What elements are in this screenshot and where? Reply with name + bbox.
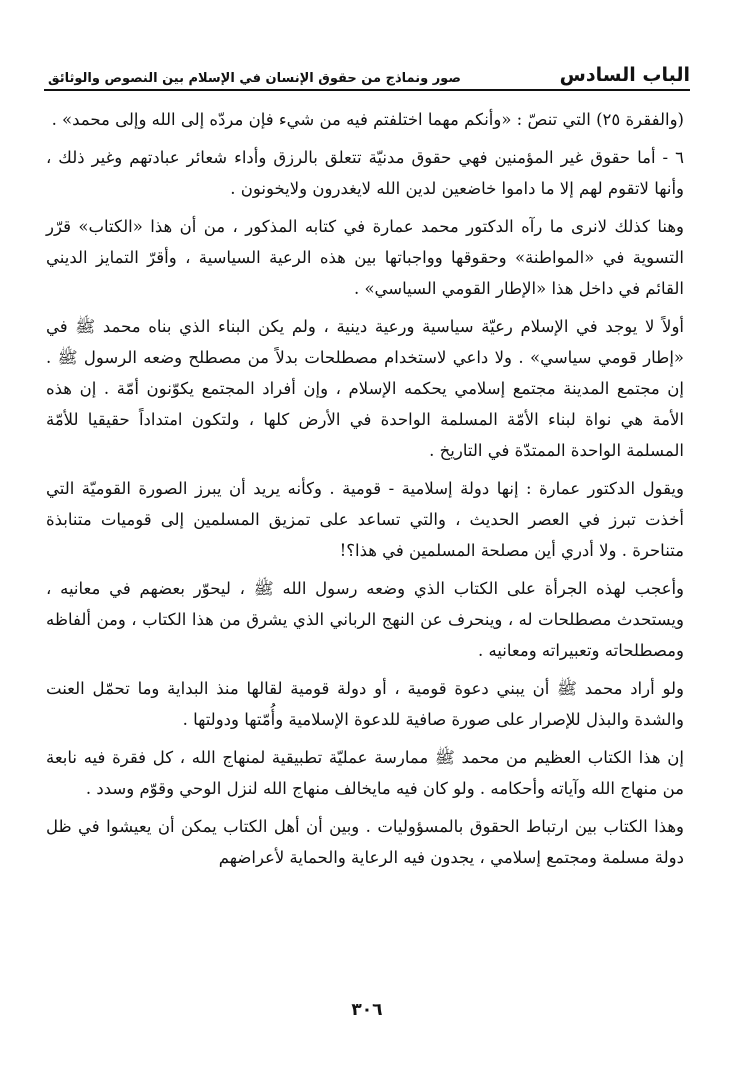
paragraph-6: وأعجب لهذه الجرأة على الكتاب الذي وضعه رسول الله ﷺ ، ليحوّر بعضهم في معانيه ، ويستحدث مصطلحات له ، وينحرف عن النهج الرباني الذي يشرق من هذا الكتاب ، ومن ألفاظه ومصطلحاته وتعبيراته ومعانيه . bbox=[46, 579, 684, 660]
paragraph-3: وهنا كذلك لانرى ما رآه الدكتور محمد عمارة في كتابه المذكور ، من أن هذا «الكتاب» قرّر التسوية في «المواطنة» وحقوقها وواجباتها بين هذه الرعية السياسية ، وأقرّ التمايز الديني القائم في داخل هذا «الإطار القومي السياسي» . bbox=[46, 217, 684, 298]
running-header bbox=[48, 52, 690, 86]
paragraph-9: وهذا الكتاب بين ارتباط الحقوق بالمسؤوليات . وبين أن أهل الكتاب يمكن أن يعيشوا في ظل دولة مسلمة ومجتمع إسلامي ، يجدون فيه الرعاية والحماية لأعراضهم bbox=[46, 817, 684, 867]
body-text bbox=[46, 104, 684, 880]
book-section-title: صور ونماذج من حقوق الإنسان في الإسلام بين النصوص والوثائق bbox=[48, 71, 461, 86]
page-number: ٣٠٦ bbox=[351, 1000, 383, 1020]
paragraph-1: (والفقرة ٢٥) التي تنصّ : «وأنكم مهما اختلفتم فيه من شيء فإن مردّه إلى الله وإلى محمد» . bbox=[51, 110, 684, 129]
header-divider bbox=[44, 89, 690, 91]
paragraph-5: ويقول الدكتور عمارة : إنها دولة إسلامية - قومية . وكأنه يريد أن يبرز الصورة القوميّة التي أخذت تبرز في العصر الحديث ، والتي تساعد على تمزيق المسلمين إلى قوميات متنابذة متناحرة . ولا أدري أين مصلحة المسلمين في هذا؟! bbox=[46, 479, 684, 560]
paragraph-2: ٦ - أما حقوق غير المؤمنين فهي حقوق مدنيّة تتعلق بالرزق وأداء شعائر عبادتهم وغير ذلك ، وأنها لاتقوم لهم إلا ما داموا خاضعين لدين الله لايغدرون ولايخونون . bbox=[46, 148, 684, 198]
paragraph-7: ولو أراد محمد ﷺ أن يبني دعوة قومية ، أو دولة قومية لقالها منذ البداية وما تحمّل العنت والشدة والبذل للإصرار على صورة صافية للدعوة الإسلامية وأُمّتها ودولتها . bbox=[46, 679, 684, 729]
paragraph-8: إن هذا الكتاب العظيم من محمد ﷺ ممارسة عمليّة تطبيقية لمنهاج الله ، كل فقرة فيه نابعة من منهاج الله وآياته وأحكامه . ولو كان فيه مايخالف منهاج الله لنزل الوحي وقوّم وسدد . bbox=[46, 748, 684, 798]
paragraph-4: أولاً لا يوجد في الإسلام رعيّة سياسية ورعية دينية ، ولم يكن البناء الذي بناه محمد ﷺ في «إطار قومي سياسي» . ولا داعي لاستخدام مصطلحات بدلاً من مصطلح وضعه الرسول ﷺ . إن مجتمع المدينة مجتمع إسلامي يحكمه الإسلام ، وإن أفراد المجتمع يكوّنون أمّة . إن هذه الأمة هي نواة لبناء الأمّة المسلمة الواحدة في الأرض كلها ، ولتكون امتداداً حقيقيا للأمّة المسلمة الواحدة الممتدّة في التاريخ . bbox=[46, 317, 684, 460]
chapter-label: الباب السادس bbox=[559, 64, 690, 86]
